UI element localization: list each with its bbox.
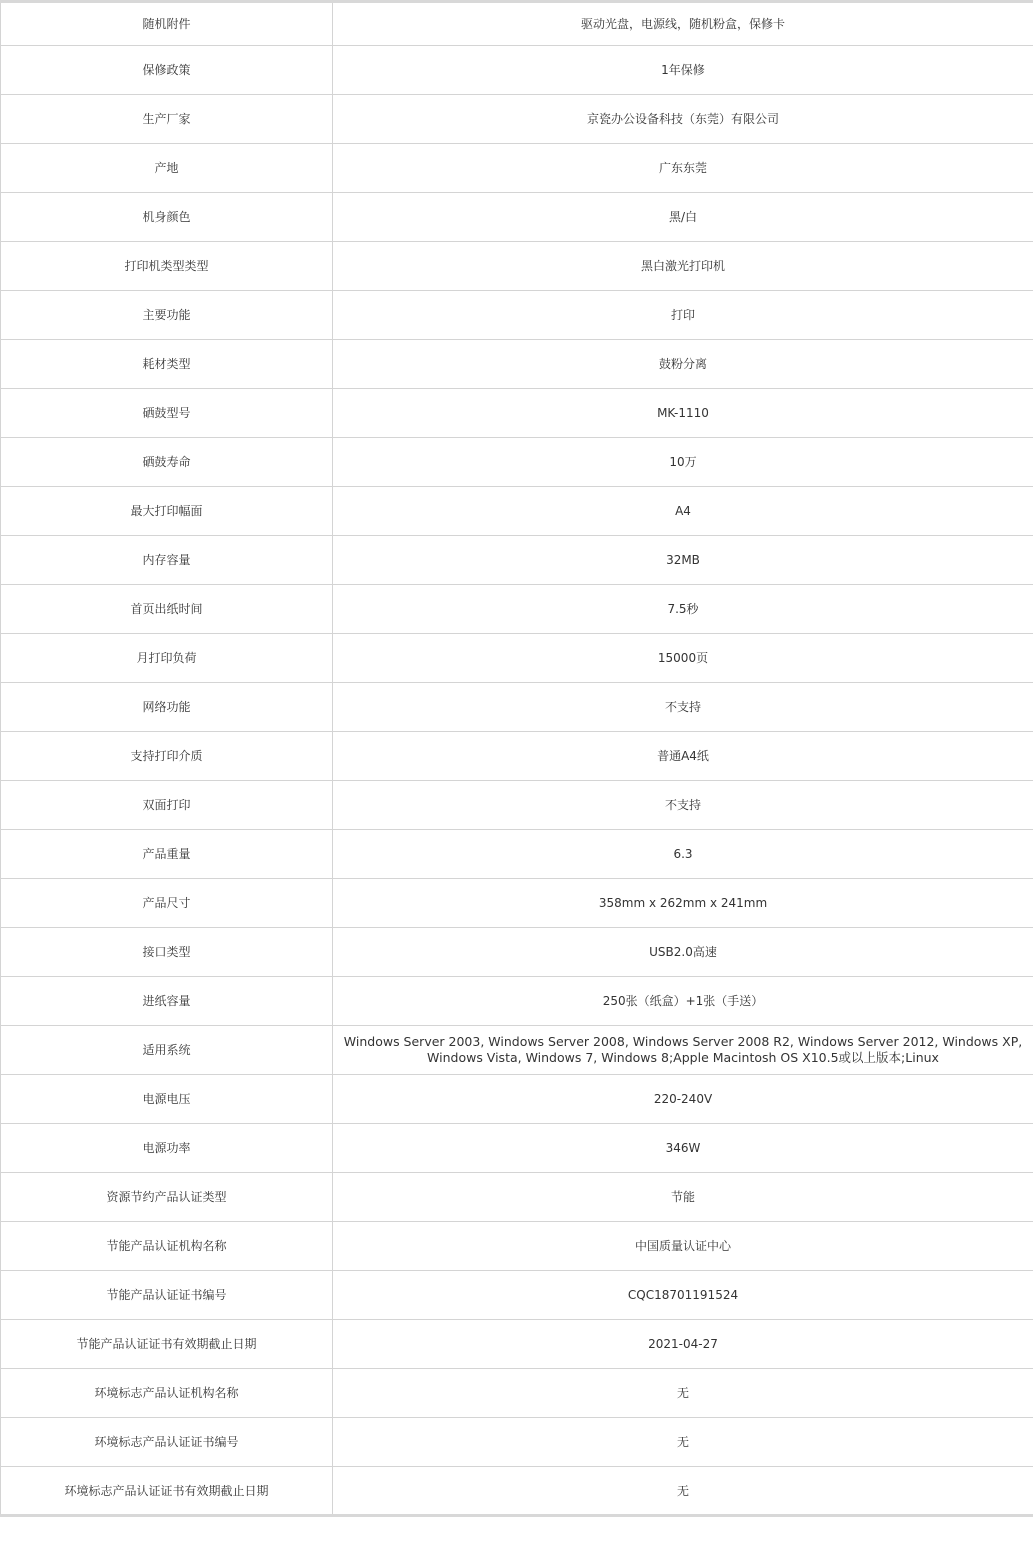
spec-table-body [1, 2, 1033, 1516]
table-row [1, 1369, 1033, 1418]
spec-value: 黑/白 [333, 193, 1033, 242]
table-row [1, 683, 1033, 732]
spec-value: USB2.0高速 [333, 928, 1033, 977]
spec-value: 无 [333, 1418, 1033, 1467]
spec-label: 节能产品认证机构名称 [1, 1222, 333, 1271]
spec-label: 月打印负荷 [1, 634, 333, 683]
table-row [1, 1320, 1033, 1369]
spec-value: 无 [333, 1369, 1033, 1418]
table-row [1, 879, 1033, 928]
spec-label: 产地 [1, 144, 333, 193]
spec-label: 首页出纸时间 [1, 585, 333, 634]
spec-label: 网络功能 [1, 683, 333, 732]
spec-value: Windows Server 2003, Windows Server 2008, Windows Server 2008 R2, Windows Server 2012, Windows XP, Windows Vista, Windows 7, Windows 8;Apple Macintosh OS X10.5或以上版本;Linux [333, 1026, 1033, 1075]
spec-label: 耗材类型 [1, 340, 333, 389]
table-row [1, 928, 1033, 977]
spec-value: 鼓粉分离 [333, 340, 1033, 389]
table-row [1, 340, 1033, 389]
spec-label: 适用系统 [1, 1026, 333, 1075]
table-row [1, 977, 1033, 1026]
table-row [1, 95, 1033, 144]
spec-value: 1年保修 [333, 46, 1033, 95]
spec-value: CQC18701191524 [333, 1271, 1033, 1320]
spec-value: 15000页 [333, 634, 1033, 683]
spec-label: 环境标志产品认证证书编号 [1, 1418, 333, 1467]
spec-label: 节能产品认证证书有效期截止日期 [1, 1320, 333, 1369]
table-row [1, 193, 1033, 242]
table-row [1, 242, 1033, 291]
spec-value: A4 [333, 487, 1033, 536]
spec-value: 358mm x 262mm x 241mm [333, 879, 1033, 928]
spec-label: 打印机类型类型 [1, 242, 333, 291]
spec-value: 黑白激光打印机 [333, 242, 1033, 291]
spec-value: MK-1110 [333, 389, 1033, 438]
spec-value: 不支持 [333, 781, 1033, 830]
spec-value: 驱动光盘，电源线，随机粉盒，保修卡 [333, 2, 1033, 46]
table-row [1, 536, 1033, 585]
spec-value: 250张（纸盒）+1张（手送） [333, 977, 1033, 1026]
spec-value: 打印 [333, 291, 1033, 340]
spec-value: 10万 [333, 438, 1033, 487]
spec-label: 电源电压 [1, 1075, 333, 1124]
table-row [1, 781, 1033, 830]
table-row [1, 1418, 1033, 1467]
spec-label: 硒鼓型号 [1, 389, 333, 438]
spec-value: 中国质量认证中心 [333, 1222, 1033, 1271]
table-row [1, 830, 1033, 879]
table-row [1, 634, 1033, 683]
table-row [1, 1026, 1033, 1075]
spec-label: 资源节约产品认证类型 [1, 1173, 333, 1222]
table-row [1, 46, 1033, 95]
table-row [1, 2, 1033, 46]
spec-value: 7.5秒 [333, 585, 1033, 634]
spec-value: 不支持 [333, 683, 1033, 732]
spec-label: 节能产品认证证书编号 [1, 1271, 333, 1320]
spec-label: 主要功能 [1, 291, 333, 340]
spec-label: 机身颜色 [1, 193, 333, 242]
table-row [1, 1173, 1033, 1222]
spec-label: 硒鼓寿命 [1, 438, 333, 487]
spec-label: 最大打印幅面 [1, 487, 333, 536]
spec-value: 节能 [333, 1173, 1033, 1222]
spec-label: 生产厂家 [1, 95, 333, 144]
spec-value: 无 [333, 1467, 1033, 1516]
table-row [1, 291, 1033, 340]
spec-label: 接口类型 [1, 928, 333, 977]
spec-label: 电源功率 [1, 1124, 333, 1173]
spec-label: 内存容量 [1, 536, 333, 585]
table-row [1, 144, 1033, 193]
spec-value: 2021-04-27 [333, 1320, 1033, 1369]
spec-label: 产品尺寸 [1, 879, 333, 928]
table-row [1, 1124, 1033, 1173]
spec-label: 随机附件 [1, 2, 333, 46]
spec-value: 346W [333, 1124, 1033, 1173]
spec-label: 环境标志产品认证证书有效期截止日期 [1, 1467, 333, 1516]
spec-value: 普通A4纸 [333, 732, 1033, 781]
table-row [1, 1467, 1033, 1516]
spec-value: 京瓷办公设备科技（东莞）有限公司 [333, 95, 1033, 144]
spec-label: 进纸容量 [1, 977, 333, 1026]
spec-value: 220-240V [333, 1075, 1033, 1124]
table-row [1, 1222, 1033, 1271]
spec-value: 6.3 [333, 830, 1033, 879]
table-row [1, 487, 1033, 536]
table-row [1, 1075, 1033, 1124]
table-row [1, 1271, 1033, 1320]
spec-label: 保修政策 [1, 46, 333, 95]
spec-label: 环境标志产品认证机构名称 [1, 1369, 333, 1418]
spec-label: 支持打印介质 [1, 732, 333, 781]
table-row [1, 585, 1033, 634]
spec-label: 产品重量 [1, 830, 333, 879]
table-row [1, 389, 1033, 438]
spec-label: 双面打印 [1, 781, 333, 830]
table-row [1, 438, 1033, 487]
table-row [1, 732, 1033, 781]
spec-value: 32MB [333, 536, 1033, 585]
spec-value: 广东东莞 [333, 144, 1033, 193]
